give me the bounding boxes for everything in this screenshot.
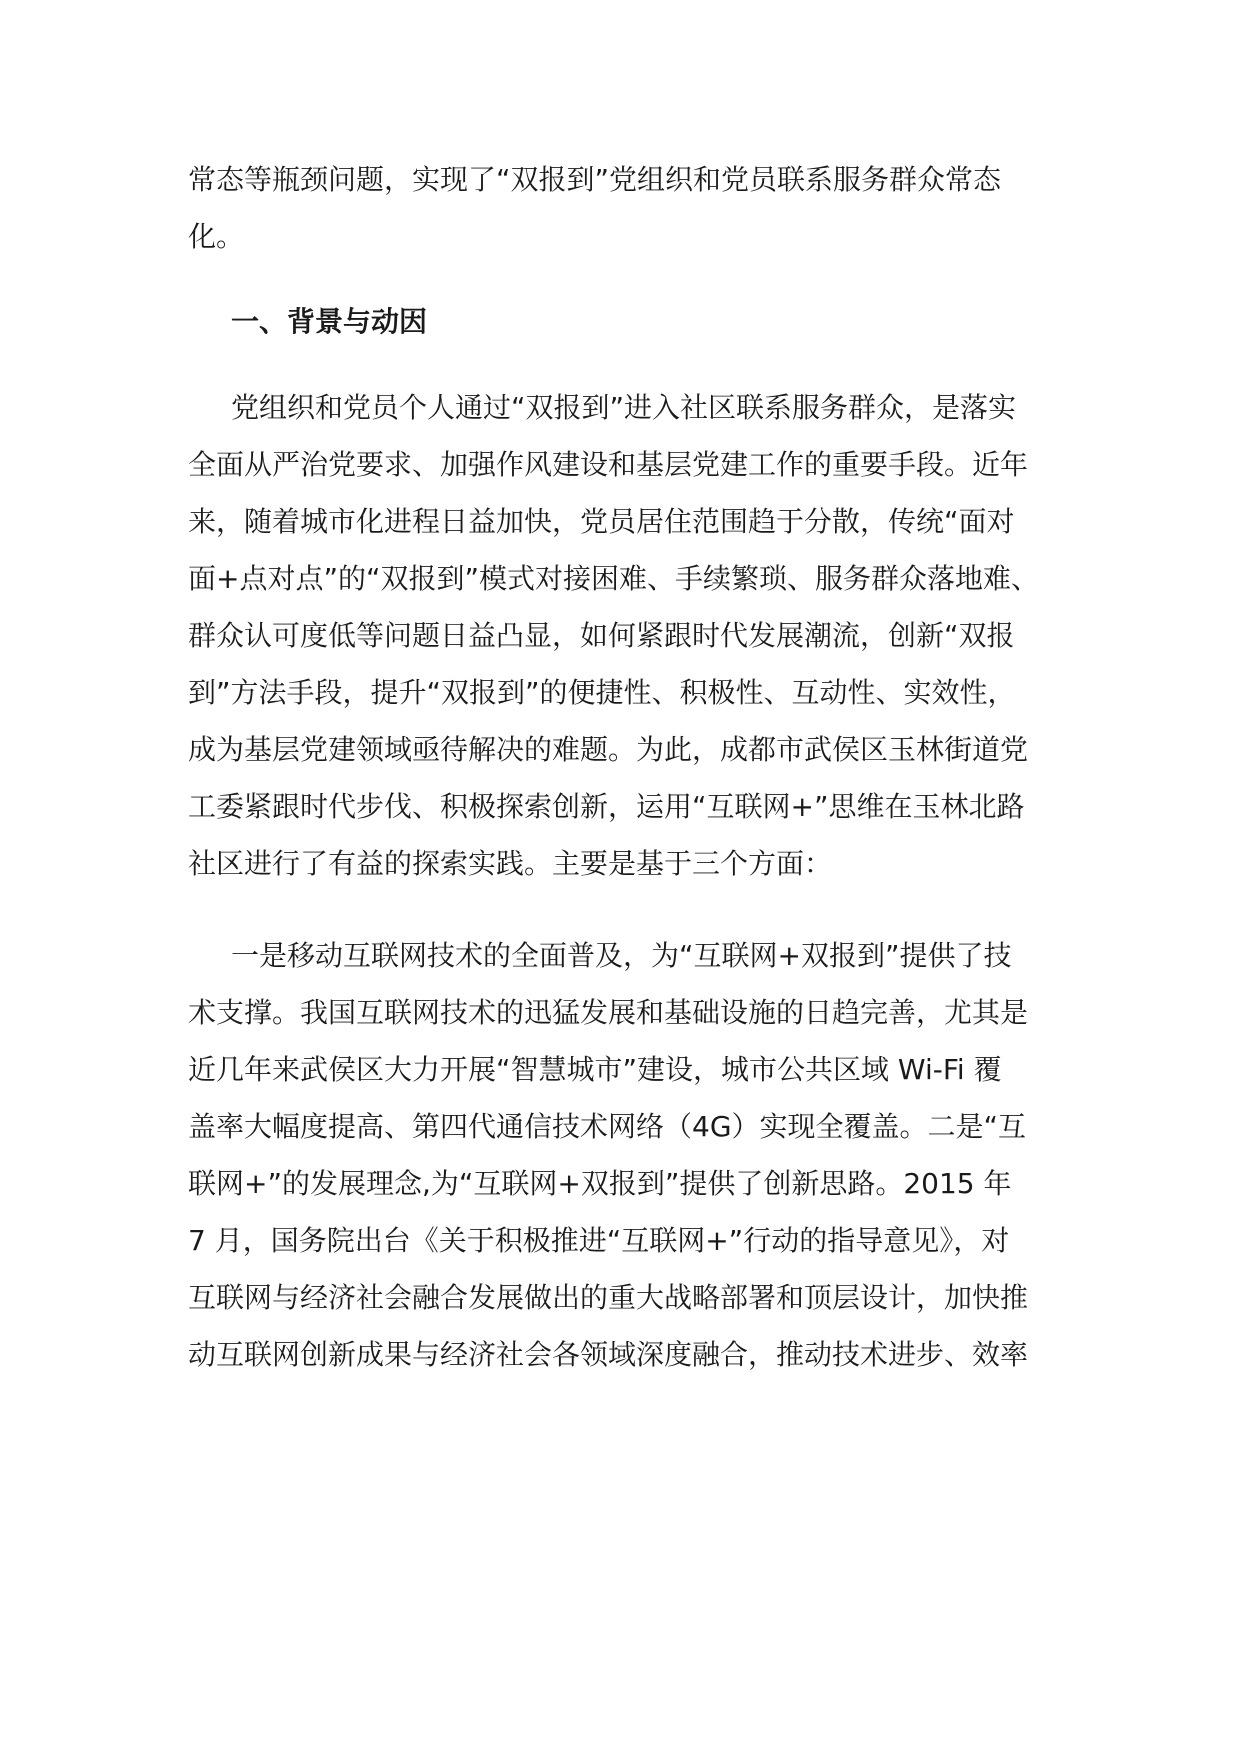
section-heading: 一、背景与动因	[231, 305, 428, 338]
paragraph-1-line-9: 社区进行了有益的探索实践。主要是基于三个方面：	[188, 847, 833, 880]
paragraph-2-line-7: 互联网与经济社会融合发展做出的重大战略部署和顶层设计，加快推	[188, 1281, 1029, 1314]
paragraph-2-line-8: 动互联网创新成果与经济社会各领域深度融合，推动技术进步、效率	[188, 1338, 1029, 1371]
paragraph-2-line-2: 术支撑。我国互联网技术的迅猛发展和基础设施的日趋完善，尤其是	[188, 996, 1029, 1029]
paragraph-1-line-2: 全面从严治党要求、加强作风建设和基层党建工作的重要手段。近年	[188, 448, 1029, 481]
paragraph-2-line-5: 联网+”的发展理念,为“互联网+双报到”提供了创新思路。2015 年	[188, 1167, 1012, 1200]
paragraph-2-line-6: 7 月，国务院出台《关于积极推进“互联网+”行动的指导意见》，对	[188, 1224, 1010, 1257]
paragraph-1-line-5: 群众认可度低等问题日益凸显，如何紧跟时代发展潮流，创新“双报	[188, 619, 1015, 652]
paragraph-2-line-1: 一是移动互联网技术的全面普及，为“互联网+双报到”提供了技	[231, 939, 1012, 972]
paragraph-2-line-3: 近几年来武侯区大力开展“智慧城市”建设，城市公共区域 Wi-Fi 覆	[188, 1053, 1002, 1086]
paragraph-1-line-8: 工委紧跟时代步伐、积极探索创新，运用“互联网+”思维在玉林北路	[188, 790, 1025, 823]
intro-line-1: 常态等瓶颈问题，实现了“双报到”党组织和党员联系服务群众常态	[188, 163, 1002, 196]
paragraph-1-line-1: 党组织和党员个人通过“双报到”进入社区联系服务群众，是落实	[231, 391, 1017, 424]
paragraph-1-line-7: 成为基层党建领域亟待解决的难题。为此，成都市武侯区玉林街道党	[188, 733, 1029, 766]
paragraph-1-line-4: 面+点对点”的“双报到”模式对接困难、手续繁琐、服务群众落地难、	[188, 562, 1039, 595]
paragraph-1-line-6: 到”方法手段，提升“双报到”的便捷性、积极性、互动性、实效性，	[188, 676, 1016, 709]
paragraph-1-line-3: 来，随着城市化进程日益加快，党员居住范围趋于分散，传统“面对	[188, 505, 1015, 538]
intro-line-2: 化。	[188, 220, 245, 253]
paragraph-2-line-4: 盖率大幅度提高、第四代通信技术网络（4G）实现全覆盖。二是“互	[188, 1110, 1027, 1143]
